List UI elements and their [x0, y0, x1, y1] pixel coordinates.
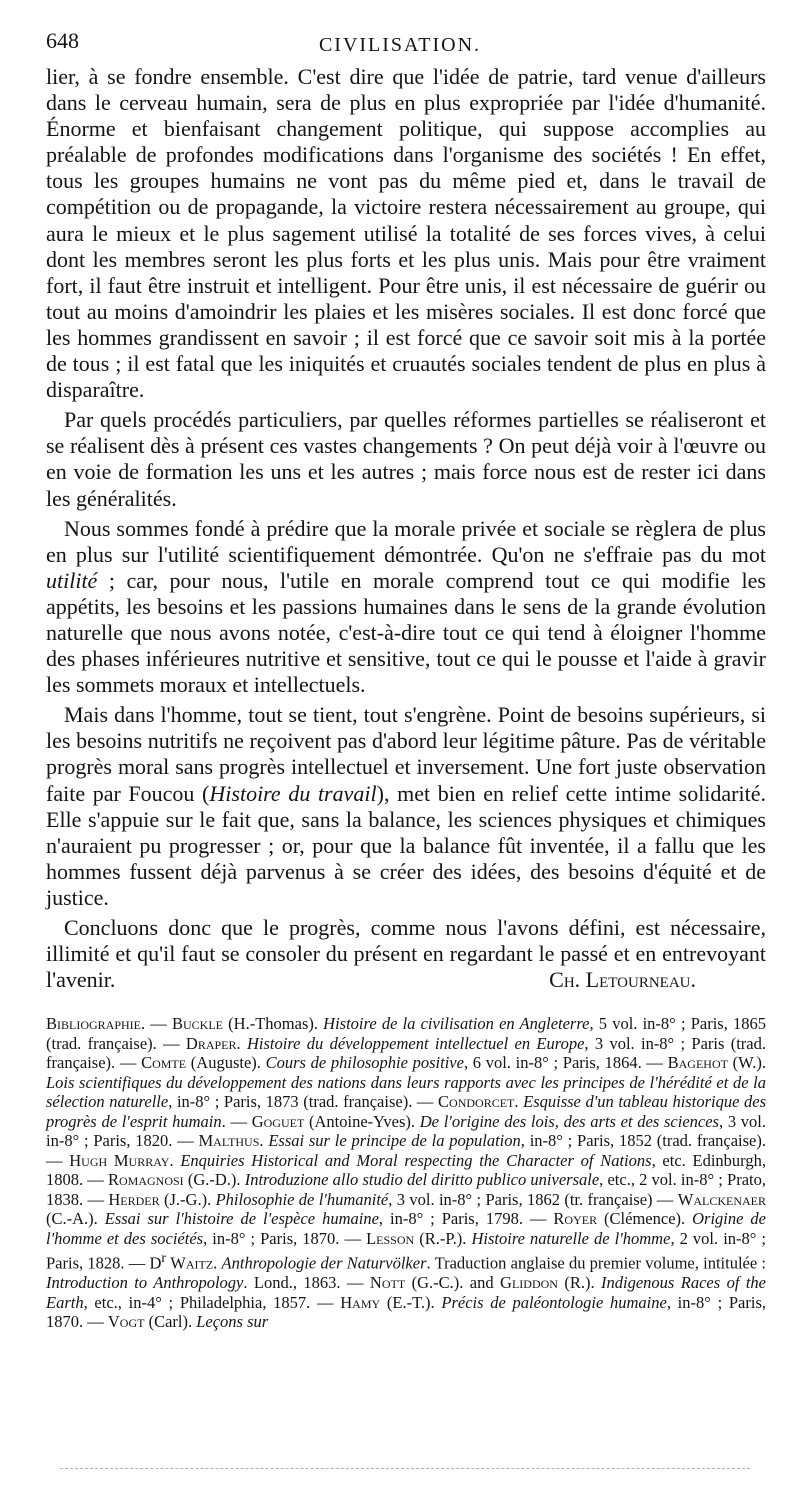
bibliography-author: Romagnosi — [107, 1170, 184, 1189]
bibliography-author: Buckle — [171, 1014, 223, 1033]
bibliography-text: , in-8° ; Paris, 1873 (trad. française). — — [168, 1092, 439, 1111]
bibliography-author: Malthus — [198, 1131, 260, 1150]
paragraph-3-emphasis: utilité — [46, 567, 98, 593]
bibliography-text: , 6 vol. in-8° ; Paris, 1864. — — [463, 1053, 668, 1072]
bibliography-text: (Antoine-Yves). — [304, 1111, 420, 1131]
paragraph-4 — [46, 702, 766, 911]
running-head: CIVILISATION. — [318, 34, 482, 56]
bibliography-title: Histoire du développement intellectuel en Europe — [246, 1033, 585, 1053]
bibliography-text: (J.-G.). — [159, 1189, 216, 1209]
bibliography-title: Histoire naturelle de l'homme — [471, 1228, 671, 1248]
paragraph-3 — [46, 516, 766, 699]
bibliography-title: Philosophie de l'humanité — [215, 1189, 389, 1209]
bibliography-text: . — — [221, 1111, 252, 1131]
bibliography-author: Nott — [369, 1273, 406, 1292]
bibliography-text: , etc. Edinburgh, 1808. — — [46, 1150, 766, 1189]
bibliography-text: (Carl). — [144, 1312, 197, 1331]
bibliography-title: Esquisse d'un tableau historique des progrès de l'esprit humain — [46, 1092, 766, 1131]
bibliography-author: Condorcet — [438, 1092, 515, 1111]
bibliography-text: (Auguste). — [186, 1053, 266, 1072]
paragraph-4-part-a: Mais dans l'homme, tout se tient, tout s'engrène. Point de besoins supérieurs, si les besoins nutritifs ne reçoivent pas d'abord leur légitime pâture. Pas de véritable progrès moral sans progrès intellectuel et inversement. Une fort juste observation faite par Foucou ( — [46, 702, 766, 806]
paragraph-5: Concluons donc que le progrès, comme nous l'avons défini, est nécessaire, illimité et qu'il faut se consoler du présent en regardant le passé et en entrevoyant l'avenir. — [46, 915, 766, 993]
bibliography-title: Précis de paléontologie humaine — [441, 1292, 667, 1312]
bibliography-author: Goguet — [251, 1111, 305, 1131]
bibliography-author: Lesson — [366, 1228, 415, 1248]
bibliography-text: , 3 vol. in-8° ; Paris, 1862 (tr. française) — — [388, 1189, 678, 1209]
bibliography-text: (G.-C.). and — [405, 1273, 501, 1292]
bibliography-title: Indigenous Races of the Earth — [46, 1273, 767, 1312]
bibliography-title: Introduction to Anthropology — [46, 1273, 244, 1292]
bibliography-author: Bagehot — [667, 1053, 728, 1072]
body-text — [46, 64, 766, 993]
bibliography-author: Draper — [185, 1033, 237, 1053]
author-signature: Ch. Letourneau. — [549, 967, 696, 993]
bibliography-text: , etc., in-4° ; Philadelphia, 1857. — — [83, 1292, 341, 1312]
bibliography-title: Histoire de la civilisation en Angleterre — [323, 1014, 590, 1033]
bibliography-text: (R.-P.). — [414, 1228, 472, 1248]
footer-rule — [60, 1468, 750, 1469]
bibliography-title: Anthropologie der Naturvölker — [221, 1253, 427, 1273]
bibliography-text: — — [145, 1014, 172, 1033]
paragraph-4-part-c: ), met bien en relief cette intime solidarité. Elle s'appuie sur le fait que, sans la balance, les sciences physiques et chimiques n'auraient pu progresser ; or, pour que la balance fût inventée, il a fallu que les hommes fussent déjà parvenus à se créer des idées, des besoins d'équité et de justice. — [46, 780, 766, 910]
bibliography-text: , in-8° ; Paris, 1870. — — [46, 1292, 766, 1331]
bibliography-text: . — [169, 1150, 181, 1170]
bibliography-text: , in-8° ; Paris, 1798. — — [378, 1209, 554, 1228]
bibliography-author: Gliddon — [500, 1273, 558, 1292]
bibliography-text: (H.-Thomas). — [223, 1014, 324, 1033]
bibliography-text: , in-8° ; Paris, 1852 (trad. française). — — [46, 1131, 766, 1170]
bibliography-author: Waitz — [170, 1253, 214, 1273]
bibliography-text: . — [213, 1253, 222, 1273]
bibliography-text: , in-8° ; Paris, 1870. — — [203, 1228, 367, 1248]
bibliography-title: Essai sur le principe de la population — [268, 1131, 521, 1150]
bibliography-text: , etc., 2 vol. in-8° ; Prato, 1838. — — [46, 1170, 766, 1209]
bibliography-text: , 5 vol. in-8° ; Paris, 1865 (trad. française). — — [46, 1014, 767, 1053]
bibliography-text: . — [259, 1131, 269, 1150]
bibliography-title: Essai sur l'histoire de l'espèce humaine — [104, 1209, 379, 1228]
bibliography-title: De l'origine des lois, des arts et des sciences — [419, 1111, 719, 1131]
bibliography-author: Hugh Murray — [69, 1150, 170, 1170]
bibliography-text: (Clémence). — [597, 1209, 693, 1228]
bibliography-title: Leçons sur — [196, 1312, 269, 1331]
bibliography-title: Lois scientifiques du développement des nations dans leurs rapports avec les principes de l'hérédité et de la sélection naturelle — [46, 1072, 766, 1111]
bibliography-author: Vogt — [107, 1312, 145, 1331]
bibliography-text: , 3 vol. in-8° ; Paris (trad. française). — — [46, 1033, 767, 1072]
bibliography-title: Introduzione allo studio del diritto publico universale — [244, 1170, 600, 1189]
paragraph-3-part-c: ; car, pour nous, l'utile en morale comprend tout ce qui modifie les appétits, les besoins et les passions humaines dans le sens de la grande évolution naturelle que nous avons notée, c'est-à-dire tout ce qui tend à éloigner l'homme des phases inférieures nutritive et sensitive, tout ce qui le pousse et l'aide à gravir les sommets moraux et intellectuels. — [46, 567, 766, 698]
bibliography-author: Bibliographie. — [46, 1014, 146, 1033]
bibliography-text: . Lond., 1863. — — [243, 1273, 370, 1292]
paragraph-3-part-a: Nous sommes fondé à prédire que la morale privée et sociale se règlera de plus en plus sur l'utilité scientifiquement démontrée. Qu'on ne s'effraie pas du mot — [46, 515, 766, 567]
bibliography-text: (R.). — [557, 1273, 602, 1292]
bibliography-superscript: r — [161, 1250, 167, 1265]
bibliography-text: , 3 vol. in-8° ; Paris, 1820. — — [46, 1111, 766, 1150]
bibliography-text: , 2 vol. in-8° ; Paris, 1828. — D — [46, 1228, 767, 1273]
bibliography-title: Cours de philosophie positive — [265, 1053, 464, 1072]
paragraph-4-emphasis: Histoire du travail — [209, 780, 377, 806]
bibliography-text: . — [514, 1092, 524, 1111]
bibliography-author: Herder — [108, 1189, 160, 1209]
bibliography-text: (G.-D.). — [183, 1170, 245, 1189]
paragraph-2: Par quels procédés particuliers, par quelles réformes partielles se réaliseront et se réalisent dès à présent ces vastes changements ? On peut déjà voir à l'œuvre ou en voie de formation les uns et les autres ; mais force nous est de rester ici dans les généralités. — [46, 407, 766, 511]
bibliography-text: (C.-A.). — [46, 1209, 105, 1228]
bibliography-text: (W.). — [727, 1053, 766, 1072]
bibliography-title: Origine de l'homme et des sociétés — [46, 1209, 767, 1248]
bibliography-text: . — [236, 1033, 247, 1053]
bibliography-text: . Traduction anglaise du premier volume, intitulée : — [426, 1253, 767, 1273]
bibliography-text: (E.-T.). — [380, 1292, 442, 1312]
page-number: 648 — [46, 28, 79, 53]
bibliography-title: Enquiries Historical and Moral respecting the Character of Nations — [180, 1150, 652, 1170]
bibliography-author: Royer — [553, 1209, 598, 1228]
paragraph-1: lier, à se fondre ensemble. C'est dire que l'idée de patrie, tard venue d'ailleurs dans le cerveau humain, sera de plus en plus expropriée par l'idée d'humanité. Énorme et bienfaisant changement politique, qui suppose accomplies au préalable de profondes modifications dans l'organisme des sociétés ! En effet, tous les groupes humains ne vont pas du même pied et, dans le travail de compétition ou de propagande, la victoire restera nécessairement au groupe, qui aura le mieux et le plus sagement utilisé la totalité de ses forces vives, à celui dont les membres seront les plus forts et les plus unis. Mais pour être vraiment fort, il faut être instruit et intelligent. Pour être unis, il est nécessaire de guérir ou tout au moins d'amoindrir les plaies et les misères sociales. Il est donc forcé que les hommes grandissent en savoir ; il est forcé que ce savoir soit mis à la portée de tous ; il est fatal que les iniquités et cruautés sociales tendent de plus en plus à disparaître. — [46, 64, 766, 403]
bibliography-author: Walckenaer — [677, 1189, 767, 1209]
bibliography — [46, 1014, 766, 1332]
bibliography-author: Hamy — [340, 1292, 381, 1312]
bibliography-author: Comte — [141, 1053, 187, 1072]
